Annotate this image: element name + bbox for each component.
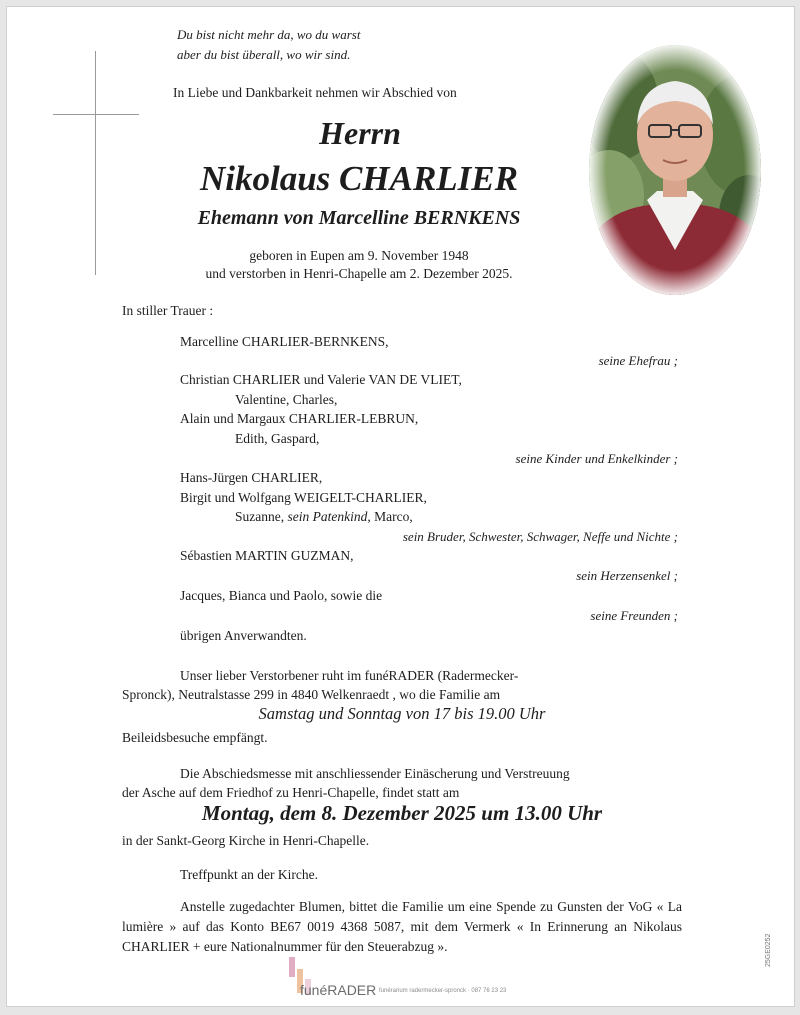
visitation-dates: Samstag und Sonntag von 17 bis 19.00 Uhr bbox=[258, 704, 546, 723]
cross-vertical bbox=[95, 51, 96, 275]
relation-line: sein Herzensenkel ; bbox=[576, 568, 678, 583]
relation-line: seine Kinder und Enkelkinder ; bbox=[515, 451, 678, 466]
mourner-line: Birgit und Wolfgang WEIGELT-CHARLIER, bbox=[180, 490, 427, 505]
mourner-line: übrigen Anverwandten. bbox=[180, 628, 307, 643]
salutation: Herrn bbox=[319, 115, 401, 151]
mourner-line: Sébastien MARTIN GUZMAN, bbox=[180, 548, 354, 563]
funerader-logo-text: funéRADER bbox=[300, 982, 377, 998]
godchild-note: sein Patenkind bbox=[287, 509, 368, 524]
spouse-line: Ehemann von Marcelline BERNKENS bbox=[197, 207, 521, 229]
mourner-line: Marcelline CHARLIER-BERNKENS, bbox=[180, 334, 389, 349]
mourner-line: Edith, Gaspard, bbox=[235, 431, 320, 446]
relation-line: seine Freunden ; bbox=[590, 608, 678, 623]
visitation-line-2: Spronck), Neutralstasse 299 in 4840 Welkenraedt , wo die Familie am bbox=[122, 687, 501, 702]
funeral-line-3: in der Sankt-Georg Kirche in Henri-Chapelle. bbox=[122, 833, 370, 848]
quote-line-2: aber du bist überall, wo wir sind. bbox=[177, 47, 351, 62]
died-line: und verstorben in Henri-Chapelle am 2. Dezember 2025. bbox=[205, 266, 513, 281]
mourner-line: Alain und Margaux CHARLIER-LEBRUN, bbox=[180, 411, 419, 426]
mourner-line: Hans-Jürgen CHARLIER, bbox=[180, 470, 323, 485]
mourner-line: Christian CHARLIER und Valerie VAN DE VLIET, bbox=[180, 372, 462, 387]
footer-small-text: funérarium radermecker-spronck · 087 76 23 23 bbox=[379, 988, 507, 994]
deceased-name: Nikolaus CHARLIER bbox=[199, 159, 518, 198]
funeral-date: Montag, dem 8. Dezember 2025 um 13.00 Uhr bbox=[201, 801, 603, 825]
visitation-line-3: Beileidsbesuche empfängt. bbox=[122, 730, 268, 745]
meeting-point: Treffpunkt an der Kirche. bbox=[180, 867, 318, 882]
ad-code: 25GE0252 bbox=[765, 933, 772, 967]
mourner-name: , Marco, bbox=[367, 509, 413, 524]
funeral-line-2: der Asche auf dem Friedhof zu Henri-Chapelle, findet statt am bbox=[122, 785, 460, 800]
intro-text: In Liebe und Dankbarkeit nehmen wir Abschied von bbox=[173, 85, 457, 100]
quote-line-1: Du bist nicht mehr da, wo du warst bbox=[177, 27, 361, 42]
mourner-name: Suzanne, bbox=[235, 509, 285, 524]
cross-horizontal bbox=[53, 114, 139, 115]
portrait-photo bbox=[589, 45, 761, 295]
mourner-line: Valentine, Charles, bbox=[235, 392, 338, 407]
born-line: geboren in Eupen am 9. November 1948 bbox=[249, 248, 469, 263]
relation-line: seine Ehefrau ; bbox=[598, 353, 678, 368]
mourner-line-mixed bbox=[235, 507, 413, 527]
funeral-line-1: Die Abschiedsmesse mit anschliessender Einäscherung und Verstreuung bbox=[180, 766, 570, 781]
mourners-heading: In stiller Trauer : bbox=[122, 303, 214, 318]
donation-text: Anstelle zugedachter Blumen, bittet die Familie um eine Spende zu Gunsten der VoG « La lumière » auf das Konto BE67 0019 4368 5087, mit dem Vermerk « In Erinnerung an Nikolaus CHARLIER + eure Nationalnummer für den Steuerabzug ». bbox=[122, 899, 682, 954]
obituary-card bbox=[6, 6, 795, 1007]
mourner-line: Jacques, Bianca und Paolo, sowie die bbox=[180, 588, 383, 603]
visitation-line-1: Unser lieber Verstorbener ruht im funéRADER (Radermecker- bbox=[180, 668, 519, 683]
relation-line: sein Bruder, Schwester, Schwager, Neffe und Nichte ; bbox=[402, 529, 678, 544]
